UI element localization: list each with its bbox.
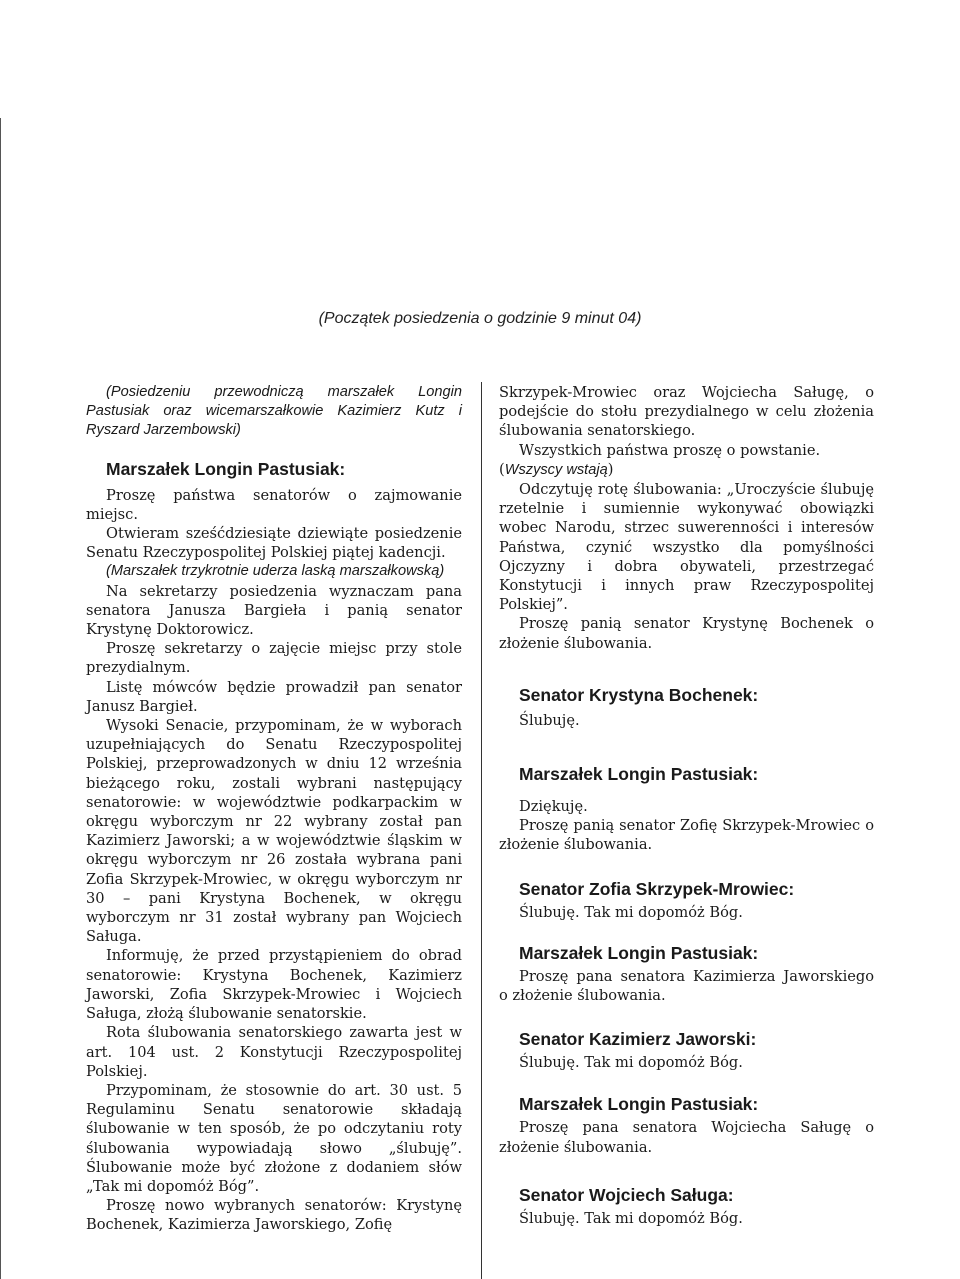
speaker-heading: Senator Kazimierz Jaworski: [519,1029,757,1050]
paragraph: Proszę pana senatora Wojciecha Saługę o złożenie ślubowania. [499,1119,874,1156]
stand-note [499,460,874,480]
speaker-heading: Marszałek Longin Pastusiak: [519,942,759,963]
speaker-heading: Marszałek Longin Pastusiak: [106,458,346,479]
gavel-note: (Marszałek trzykrotnie uderza laską marszałkowską) [106,563,445,580]
paragraph: Informuję, że przed przystąpieniem do obrad senatorowie: Krystyna Bochenek, Kazimierz Jaworski, Zofia Skrzypek-Mrowiec i Wojciech Saługa, złożą ślubowanie senatorskie. [86,947,462,1023]
paragraph: Przypominam, że stosownie do art. 30 ust. 5 Regulaminu Senatu senatorowie składają ślubowanie w ten sposób, że po odczytaniu roty ślubowania wypowiadają słowo „ślubuję”. Ślubowanie może być złożone z dodaniem słów „Tak mi dopomóż Bóg”. [86,1081,462,1195]
paragraph: Dziękuję. [519,798,588,816]
speaker-heading: Marszałek Longin Pastusiak: [519,764,759,785]
right-column [499,383,874,1228]
speaker-heading: Senator Krystyna Bochenek: [519,684,759,705]
stand-note-open: ( [499,460,505,478]
paragraph: Ślubuję. Tak mi dopomóż Bóg. [519,1209,743,1227]
speaker-heading: Senator Zofia Skrzypek-Mrowiec: [519,878,795,899]
paragraph: Proszę panią senator Krystynę Bochenek o złożenie ślubowania. [499,615,874,652]
left-column [86,383,462,1235]
paragraph: Ślubuję. [519,711,580,729]
paragraph: Proszę sekretarzy o zajęcie miejsc przy stole prezydialnym. [86,640,462,677]
stand-note-text: Wszyscy wstają [504,461,608,478]
stand-note-close: ) [607,460,614,478]
page-edge-rule [0,118,1,1279]
paragraph: Proszę państwa senatorów o zajmowanie miejsc. [86,486,462,523]
paragraph: Ślubuję. Tak mi dopomóż Bóg. [519,903,743,921]
paragraph: Wysoki Senacie, przypominam, że w wyborach uzupełniających do Senatu Rzeczypospolitej Polskiej, przeprowadzonych w dniu 12 września bieżącego roku, zostali wybrani następujący senatorowie: w województwie podkarpackim w okręgu wyborczym nr 22 wybrany został pan Kazimierz Jaworski; a w województwie śląskim w okręgu wyborczym nr 26 została wybrana pani Zofia Skrzypek-Mrowiec, w okręgu wyborczym nr 30 – pani Krystyna Bochenek, w okręgu wyborczym nr 31 został wybrany pan Wojciech Saługa. [86,717,462,946]
paragraph: Na sekretarzy posiedzenia wyznaczam pana senatora Janusza Bargieła i panią senator Krystynę Doktorowicz. [86,582,462,639]
speaker-heading: Senator Wojciech Saługa: [519,1184,734,1205]
paragraph: Wszystkich państwa proszę o powstanie. [519,441,821,459]
paragraph: Listę mówców będzie prowadził pan senator Janusz Bargieł. [86,678,462,715]
column-divider [481,382,482,1279]
paragraph: Otwieram sześćdziesiąte dziewiąte posiedzenie Senatu Rzeczypospolitej Polskiej piątej kadencji. [86,525,462,562]
opening-note: (Początek posiedzenia o godzinie 9 minut 04) [318,310,642,327]
presiding-note: (Posiedzeniu przewodniczą marszałek Longin Pastusiak oraz wicemarszałkowie Kazimierz Kutz i Ryszard Jarzembowski) [86,384,462,439]
paragraph: Proszę nowo wybranych senatorów: Krystynę Bochenek, Kazimierza Jaworskiego, Zofię [86,1197,462,1234]
paragraph: Ślubuję. Tak mi dopomóż Bóg. [519,1054,743,1072]
paragraph: Rota ślubowania senatorskiego zawarta jest w art. 104 ust. 2 Konstytucji Rzeczypospolitej Polskiej. [86,1024,462,1080]
paragraph: Odczytuję rotę ślubowania: „Uroczyście ślubuję rzetelnie i sumiennie wykonywać obowiązki wobec Narodu, strzec suwerenności i interesów Państwa, czynić wszystko dla pomyślności Ojczyzny i dobra obywateli, przestrzegać Konstytucji i innych praw Rzeczypospolitej Polskiej”. [499,481,874,614]
paragraph: Proszę pana senatora Kazimierza Jaworskiego o złożenie ślubowania. [499,967,874,1005]
speaker-heading: Marszałek Longin Pastusiak: [519,1094,759,1115]
paragraph: Proszę panią senator Zofię Skrzypek-Mrowiec o złożenie ślubowania. [499,817,874,854]
paragraph: Skrzypek-Mrowiec oraz Wojciecha Saługę, o podejście do stołu prezydialnego w celu złożenia ślubowania senatorskiego. [499,384,874,440]
